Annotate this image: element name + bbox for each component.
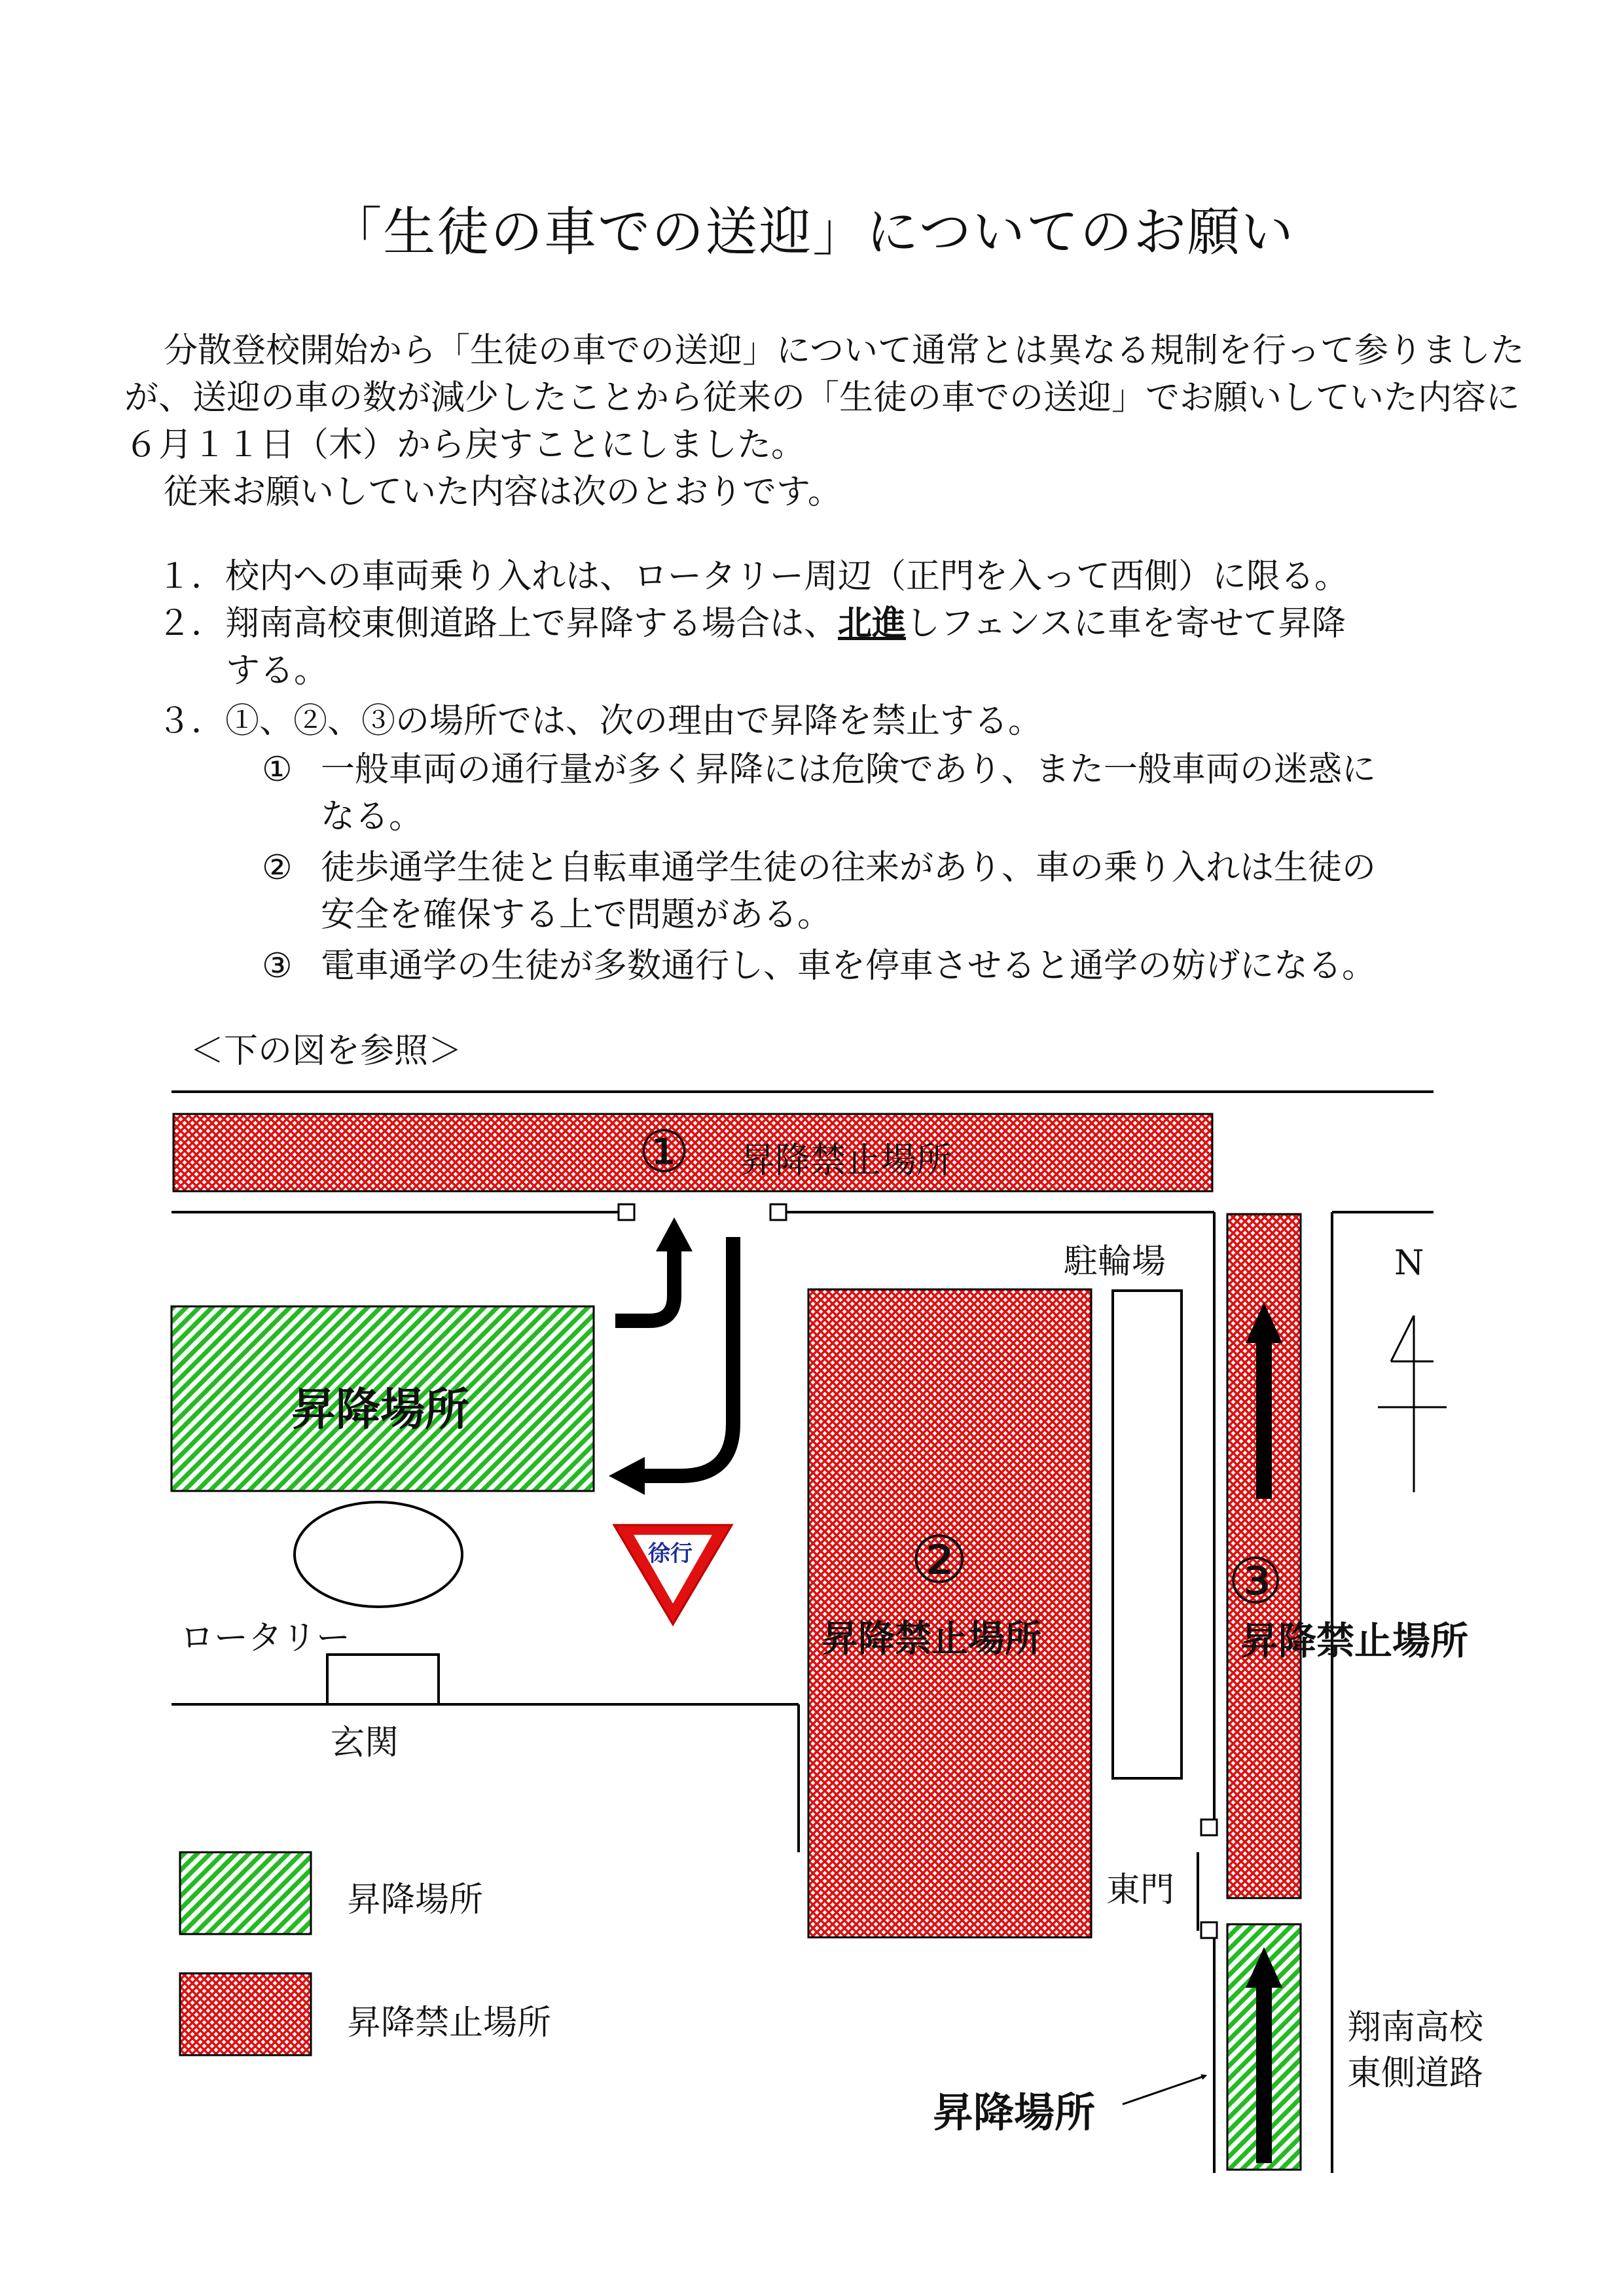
- intro-paragraph: 分散登校開始から「生徒の車での送迎」について通常とは異なる規制を行って参りましたが、送迎の車の数が減少したことから従来の「生徒の車での送迎」でお願いしていた内容に６月１１日（木）から戻すことにしました。: [124, 331, 1525, 465]
- zone-2-label: 昇降禁止場所: [821, 1618, 1041, 1660]
- zone-2-number: ②: [910, 1522, 969, 1598]
- page-title: 「生徒の車での送迎」についてのお願い: [329, 202, 1295, 262]
- compass-head: [1391, 1316, 1414, 1361]
- road-label-line-2: 東側道路: [1347, 2054, 1484, 2093]
- pickup-zone-label: 昇降場所: [291, 1384, 470, 1436]
- legend-no-pickup-swatch: [180, 1973, 311, 2055]
- reason-1-text: 一般車両の通行量が多く昇降には危険であり、また一般車両の迷惑に: [321, 750, 1377, 789]
- entrance-box: [327, 1655, 439, 1704]
- east-pickup-label: 昇降場所: [933, 2089, 1096, 2136]
- entrance-label: 玄関: [331, 1723, 399, 1763]
- east-pickup-leader: [1123, 2076, 1204, 2104]
- zone-1-label: 昇降禁止場所: [740, 1139, 952, 1181]
- zone-1-number: ①: [638, 1118, 690, 1185]
- legend-pickup-swatch: [180, 1852, 311, 1934]
- exit-arrow-path: [641, 1237, 733, 1476]
- entry-arrow-head: [656, 1217, 693, 1251]
- road-label-line-1: 翔南高校: [1347, 2008, 1484, 2047]
- reason-2-text-cont: 安全を確保する上で問題がある。: [321, 895, 832, 935]
- rule-text: しフェンスに車を寄せて昇降: [906, 604, 1346, 643]
- east-gate-label: 東門: [1106, 1871, 1175, 1910]
- bike-parking-shed: [1113, 1291, 1182, 1778]
- rule-number: １．: [157, 557, 226, 596]
- reason-1-number: ①: [262, 750, 293, 789]
- zone-3-number: ③: [1227, 1545, 1284, 1618]
- slow-sign-text: 徐行: [648, 1541, 693, 1567]
- figure-reference: ＜下の図を参照＞: [190, 1031, 463, 1071]
- reason-1-text-cont: なる。: [321, 797, 424, 836]
- rule-2-continued: する。: [226, 651, 329, 691]
- reason-2-text: 徒歩通学生徒と自転車通学生徒の往来があり、車の乗り入れは生徒の: [321, 848, 1377, 888]
- north-label: N: [1394, 1244, 1424, 1283]
- rotary-label: ロータリー: [180, 1619, 351, 1658]
- intro-paragraph-2: 従来お願いしていた内容は次のとおりです。: [164, 473, 842, 512]
- east-gate-post-north: [1201, 1820, 1217, 1835]
- main-gate-post-east: [770, 1204, 786, 1220]
- rule-number: ２．: [157, 604, 226, 643]
- rule-text: 校内への車両乗り入れは、ロータリー周辺（正門を入って西側）に限る。: [225, 557, 1349, 596]
- main-gate-post-west: [619, 1204, 634, 1220]
- legend-pickup-label: 昇降場所: [347, 1880, 484, 1920]
- rule-number: ３．: [157, 702, 226, 741]
- reason-2-number: ②: [262, 848, 293, 888]
- bike-parking-label: 駐輪場: [1064, 1242, 1166, 1282]
- rule-text: ①、②、③の場所では、次の理由で昇降を禁止する。: [225, 702, 1043, 741]
- no-pickup-zone-1: [173, 1114, 1212, 1191]
- rule-emphasis: 北進: [838, 604, 907, 643]
- exit-arrow-head: [609, 1457, 645, 1495]
- entry-arrow-path: [615, 1247, 674, 1321]
- legend-no-pickup-label: 昇降禁止場所: [347, 2003, 552, 2043]
- rotary-circle: [295, 1502, 462, 1607]
- zone-3-label: 昇降禁止場所: [1240, 1619, 1469, 1663]
- rule-text: 翔南高校東側道路上で昇降する場合は、: [225, 604, 839, 643]
- reason-3-number: ③: [262, 946, 293, 986]
- east-gate-post-south: [1201, 1922, 1217, 1938]
- reason-3-text: 電車通学の生徒が多数通行し、車を停車させると通学の妨げになる。: [321, 946, 1377, 986]
